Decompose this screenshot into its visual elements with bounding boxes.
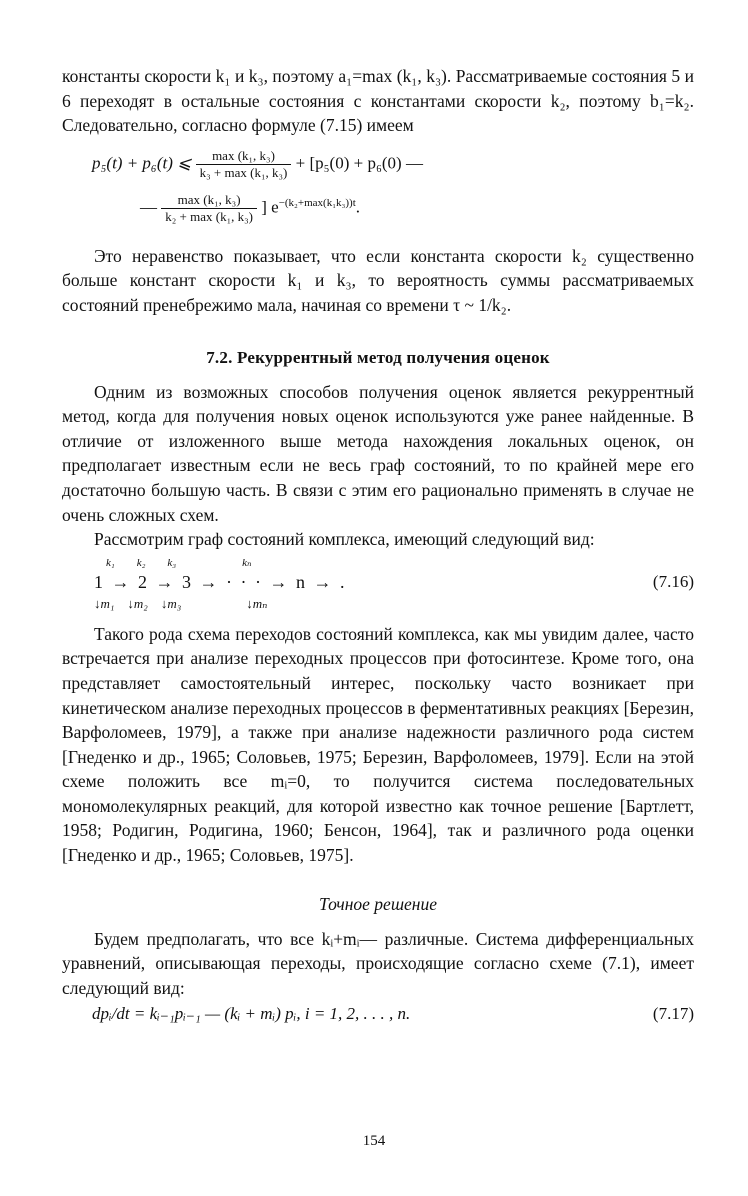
paragraph-recurrent-method: Одним из возможных способов получения оценок является рекуррентный метод, когда для получения новых оценок используются уже ранее найденные. В отличие от изложенного выше метода нахождения локальных оценок, он предполагает известным если не весь граф состояний, то по крайней мере его достаточно большую часть. В связи с этим его рационально применять в случае не очень сложных схем. [62,381,694,525]
equation-number-7-16: (7.16) [652,571,694,591]
formula-left-side: p₅(t) + p₆(t) ⩽ [92,153,192,173]
scheme-decay-row: ↓m₁ ↓m₂ ↓m₃ ↓mₙ [94,595,268,611]
paragraph-consider-graph: Рассмотрим граф состояний комплекса, имеющий следующий вид: [94,529,595,550]
equation-7-17 [62,1002,694,1028]
fraction-1-denominator: k₃ + max (k₁, k₃) [199,164,288,180]
formula-line-2 [140,192,360,225]
paragraph-rate-constants: константы скорости k₁ и k₃, поэтому a₁=max (k₁, k₃). Рассматриваемые состояния 5 и 6 переходят в остальные состояния с константами скорости k₂, поэтому b₁=k₂. Следовательно, согласно формуле (7.15) имеем [62,66,694,136]
formula-line-1 [92,148,423,181]
formula-exp-base: ] e [261,197,279,217]
formula-exponent: −(k₂+max(k₁k₃))t [278,196,356,209]
fraction-2-numerator: max (k₁, k₃) [161,192,257,209]
formula-right-side: + [p₅(0) + p₆(0) — [295,153,423,173]
formula-minus: — [140,197,157,217]
page-body [62,64,694,1028]
formula-fraction-1 [196,148,292,181]
paragraph-inequality-meaning: Это неравенство показывает, что если константа скорости k₂ существенно больше констант скорости k₁ и k₃, то вероятность суммы рассматриваемых состояний пренебрежимо мала, начиная со времени τ ~ 1/k₂. [62,245,694,315]
scheme-7-16 [62,556,694,616]
fraction-1-numerator: max (k₁, k₃) [196,148,292,165]
formula-end: . [355,197,360,217]
scheme-states-row: 1 → 2 → 3 → · · · → n → . [94,571,347,592]
fraction-2-denominator: k₂ + max (k₁, k₃) [165,208,253,224]
section-title: 7.2. Рекуррентный метод получения оценок [206,347,550,367]
formula-inequality [92,142,694,230]
formula-fraction-2 [161,192,257,225]
equation-7-17-text: dpᵢ/dt = kᵢ₋₁pᵢ₋₁ — (kᵢ + mᵢ) pᵢ, i = 1, 2, . . . , n. [92,1004,411,1024]
subsection-title: Точное решение [318,893,437,914]
page-number: 154 [362,1133,386,1149]
scheme-rate-labels: k₁ k₂ k₃ kₙ [106,556,252,569]
equation-number-7-17: (7.17) [652,1004,694,1024]
paragraph-exact-solution: Будем предполагать, что все kᵢ+mᵢ— различные. Система дифференциальных уравнений, описывающая переходы, происходящие согласно схеме (7.1), имеет следующий вид: [62,928,694,998]
paragraph-scheme-usage: Такого рода схема переходов состояний комплекса, как мы увидим далее, часто встречается при анализе переходных процессов при фотосинтезе. Кроме того, она представляет самостоятельный интерес, поскольку часто возникает при кинетическом анализе переходных процессов в ферментативных реакциях [Березин, Варфоломеев, 1979], а также при анализе надежности различного рода систем [Гнеденко и др., 1965; Соловьев, 1975; Березин, Варфоломеев, 1979]. Если на этой схеме положить все mᵢ=0, то получится система последовательных мономолекулярных реакций, для которой известно как точное решение [Бартлетт, 1958; Родигин, Родигина, 1960; Бенсон, 1964], так и различного рода оценки [Гнеденко и др., 1965; Соловьев, 1975]. [62,623,694,866]
